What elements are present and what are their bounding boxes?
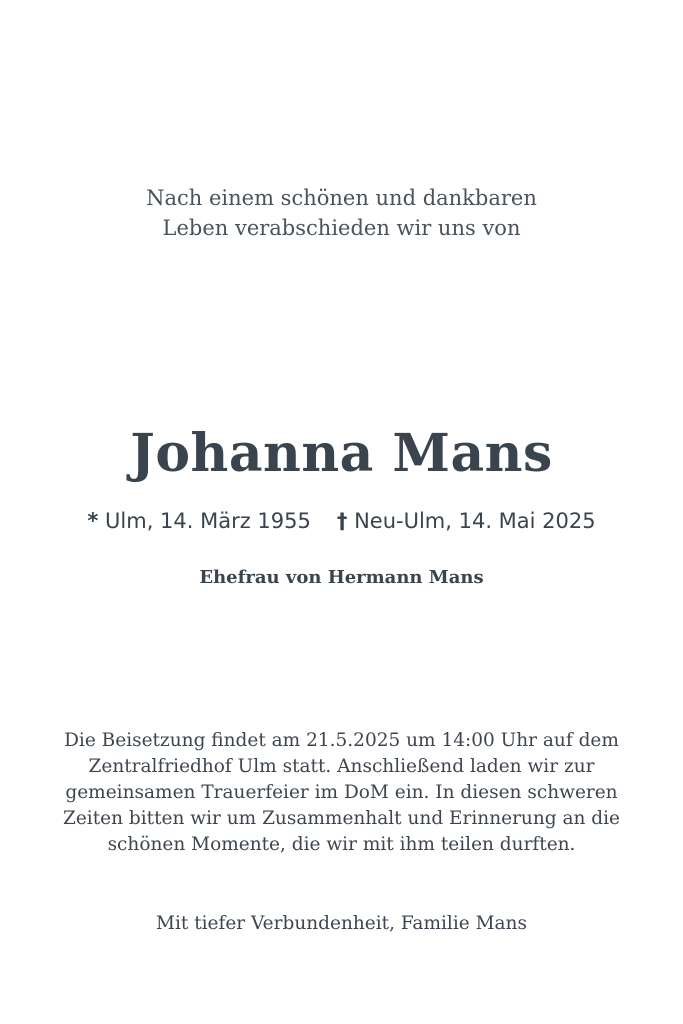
birth-date: Ulm, 14. März 1955 bbox=[105, 509, 311, 533]
life-dates bbox=[0, 506, 683, 536]
intro-text bbox=[0, 183, 683, 243]
intro-line-2: Leben verabschieden wir uns von bbox=[162, 216, 521, 240]
death-date: Neu-Ulm, 14. Mai 2025 bbox=[354, 509, 596, 533]
closing-line: Mit tiefer Verbundenheit, Familie Mans bbox=[156, 913, 527, 934]
birth-star-icon: * bbox=[87, 509, 99, 533]
death-cross-icon: † bbox=[336, 509, 348, 533]
relation-line: Ehefrau von Hermann Mans bbox=[199, 567, 484, 588]
deceased-name: Johanna Mans bbox=[130, 423, 553, 484]
intro-line-1: Nach einem schönen und dankbaren bbox=[146, 186, 537, 210]
funeral-details: Die Beisetzung findet am 21.5.2025 um 14:00 Uhr auf dem Zentralfriedhof Ulm statt. Anschließend laden wir zur gemeinsamen Trauerfeier im DoM ein. In diesen schweren Zeiten bitten wir um Zusammenhalt und Erinnerung an die schönen Momente, die wir mit ihm teilen durften. bbox=[62, 730, 621, 855]
